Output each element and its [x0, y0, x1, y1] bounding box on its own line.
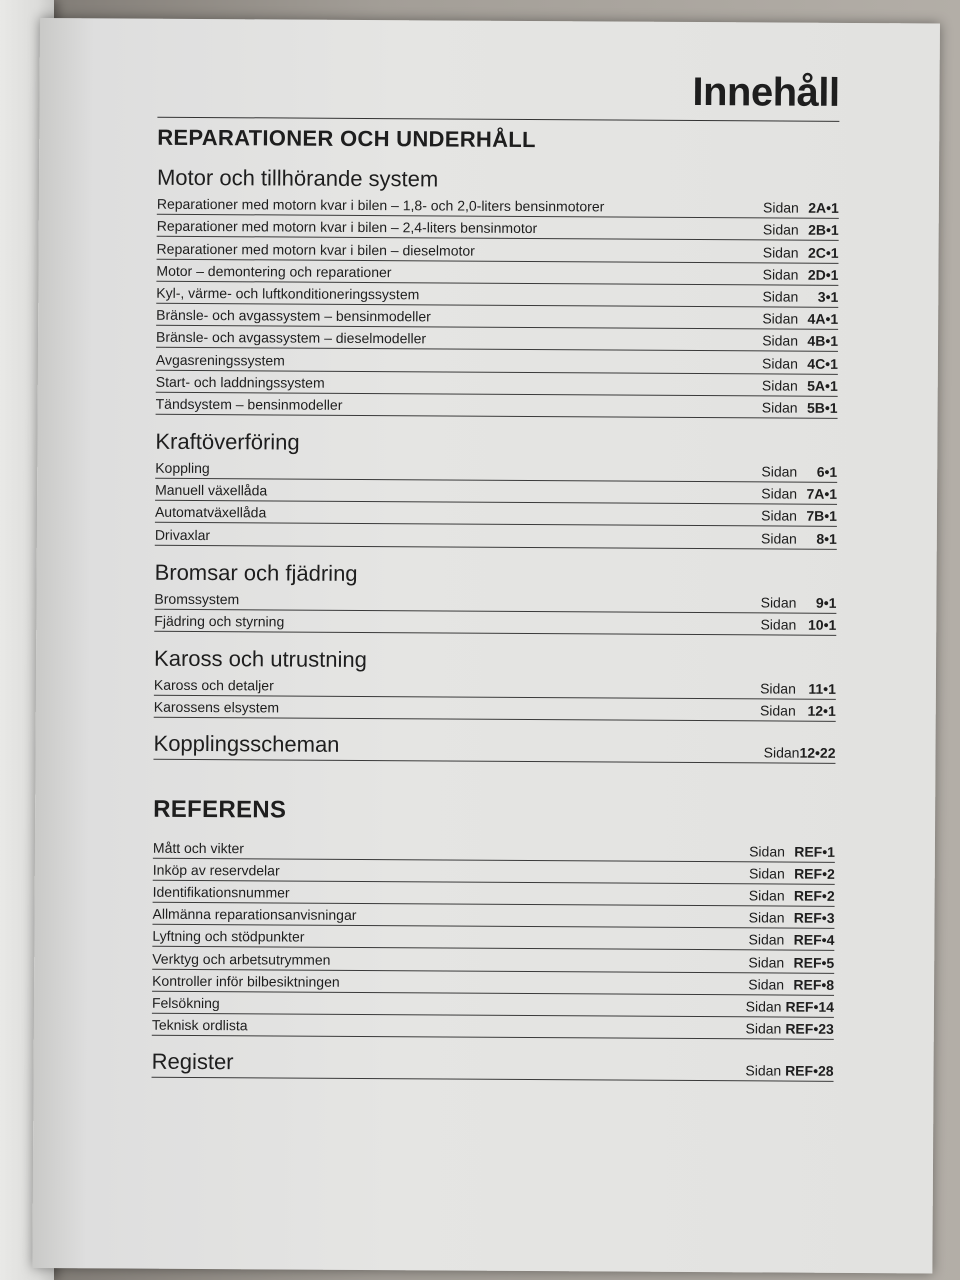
toc-entry-label: Automatväxellåda: [154, 504, 267, 521]
toc-entry-label: Kyl-, värme- och luftkonditioneringssystem: [156, 284, 420, 303]
toc-entry-label: Felsökning: [151, 994, 220, 1011]
part1-heading: REPARATIONER OCH UNDERHÅLL: [157, 124, 536, 153]
part2-items: [152, 836, 835, 1040]
toc-entry-label: Reparationer med motorn kvar i bilen – 1,8- och 2,0-liters bensinmotorer: [156, 195, 605, 215]
toc-entry-page: Sidan REF•3: [748, 909, 835, 926]
section-heading: Kaross och utrustning: [154, 645, 367, 673]
toc-entry-page: Sidan REF•4: [748, 931, 835, 949]
toc-entry-page: Sidan 9•1: [760, 594, 837, 611]
toc-entry-label: Drivaxlar: [154, 526, 211, 543]
toc-entry-label: Mått och vikter: [152, 839, 245, 856]
toc-entry-label: Avgasreningssystem: [155, 351, 285, 369]
toc-entry-page: Sidan 4C•1: [762, 354, 838, 372]
toc-entry-page: Sidan REF•8: [748, 976, 835, 993]
wiring-diagrams-entry: [153, 730, 835, 764]
title-rule: [157, 117, 839, 122]
toc-entry-page: Sidan 2A•1: [762, 199, 839, 217]
toc-entry-label: Fjädring och styrning: [154, 612, 285, 630]
toc-entry-page: Sidan 6•1: [761, 463, 838, 480]
toc-entry: [154, 696, 836, 722]
toc-entry-page: Sidan REF•14: [745, 998, 835, 1015]
section-heading: Bromsar och fjädring: [154, 559, 358, 586]
toc-entry-page: Sidan 8•1: [760, 530, 837, 547]
toc-entry-label: Reparationer med motorn kvar i bilen – dieselmotor: [156, 240, 475, 259]
toc-entry-page: Sidan REF•2: [748, 865, 835, 882]
toc-entry-label: Start- och laddningssystem: [155, 373, 325, 391]
toc-entry-page: Sidan REF•2: [748, 887, 835, 904]
register-entry: [152, 1048, 834, 1082]
toc-entry-label: Allmänna reparationsanvisningar: [152, 905, 357, 924]
toc-entry-label: Koppling: [155, 459, 210, 477]
toc-entry: [152, 1014, 834, 1040]
toc-entry: [154, 610, 836, 636]
toc-entry-page: Sidan 12•1: [759, 702, 836, 720]
toc-entry-page: Sidan REF•23: [745, 1020, 834, 1037]
toc-entry-page: Sidan 4A•1: [762, 310, 839, 328]
toc-entry-label: Bränsle- och avgassystem – bensinmodeller: [156, 306, 431, 325]
toc-entry-page: Sidan 7A•1: [761, 485, 838, 503]
toc-entry-label: Identifikationsnummer: [152, 883, 290, 901]
toc-entry-page: Sidan 2C•1: [762, 243, 839, 261]
toc-entry-page: Sidan 3•1: [762, 288, 839, 305]
toc-entry-page: Sidan 2B•1: [762, 221, 839, 239]
toc-entry-page: Sidan 7B•1: [761, 507, 838, 525]
wiring-diagrams-page: Sidan12•22: [763, 744, 836, 762]
register-page: Sidan REF•28: [745, 1062, 834, 1079]
toc-entry-page: Sidan 4B•1: [762, 332, 839, 350]
toc-content: [140, 59, 840, 1079]
toc-entry-label: Kaross och detaljer: [153, 676, 274, 694]
toc-entry-label: Bromssystem: [154, 590, 240, 608]
toc-entry-page: Sidan 2D•1: [762, 266, 839, 283]
toc-entry-label: Kontroller inför bilbesiktningen: [152, 972, 340, 990]
part1-sections: [154, 165, 839, 723]
toc-entry-label: Karossens elsystem: [153, 699, 280, 716]
toc-entry-page: Sidan 5B•1: [761, 399, 838, 416]
toc-entry-label: Teknisk ordlista: [151, 1016, 248, 1034]
section-heading: Kraftöverföring: [155, 428, 300, 455]
toc-entry-page: Sidan REF•5: [748, 953, 835, 971]
wiring-diagrams-label: Kopplingsscheman: [153, 731, 340, 758]
toc-entry-label: Tändsystem – bensinmodeller: [155, 395, 343, 413]
toc-entry-label: Bränsle- och avgassystem – dieselmodeller: [156, 329, 427, 347]
section-heading: Motor och tillhörande system: [156, 164, 439, 192]
toc-entry-page: Sidan 10•1: [760, 616, 837, 633]
part2-heading: REFERENS: [153, 796, 287, 824]
register-label: Register: [151, 1048, 234, 1075]
toc-entry-label: Motor – demontering och reparationer: [156, 262, 392, 280]
toc-entry: [156, 392, 838, 418]
toc-entry-label: Verktyg och arbetsutrymmen: [152, 950, 331, 968]
toc-entry-label: Manuell växellåda: [155, 481, 268, 499]
toc-entry-label: Inköp av reservdelar: [152, 861, 280, 879]
page-title: Innehåll: [692, 69, 840, 115]
book-page: [32, 18, 940, 1273]
toc-entry-label: Lyftning och stödpunkter: [152, 928, 305, 945]
toc-entry-label: Reparationer med motorn kvar i bilen – 2,4-liters bensinmotor: [156, 218, 538, 237]
toc-entry-page: Sidan REF•1: [749, 842, 835, 860]
toc-entry: [155, 523, 837, 549]
toc-sections: [152, 165, 840, 1082]
toc-entry-page: Sidan 11•1: [760, 680, 836, 698]
toc-entry-page: Sidan 5A•1: [761, 377, 838, 394]
